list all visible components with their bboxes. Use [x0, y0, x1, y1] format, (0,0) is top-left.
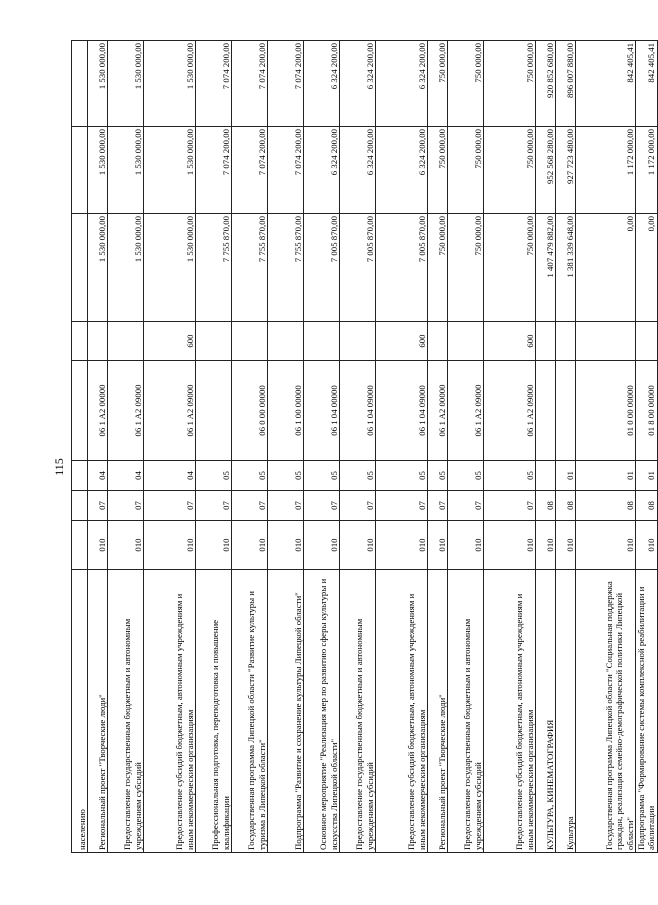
row-label: Предоставление государственным бюджетным и автономным учреждениям субсидий [340, 570, 376, 853]
expense-type: 600 [144, 322, 196, 361]
table-row [448, 41, 484, 853]
ministry-code: 010 [556, 521, 576, 570]
expense-type [232, 322, 268, 361]
section-code: 07 [232, 491, 268, 521]
subsection-code: 05 [376, 461, 428, 491]
amount-year-3: 1 530 000,00 [144, 41, 196, 127]
ministry-code: 010 [376, 521, 428, 570]
amount-year-3: 1 530 000,00 [88, 41, 108, 127]
amount-year-3: 7 074 200,00 [232, 41, 268, 127]
target-article: 06 1 A2 09000 [108, 361, 144, 461]
amount-year-2: 952 568 280,00 [536, 127, 556, 214]
target-article: 06 0 00 00000 [232, 361, 268, 461]
expense-type [448, 322, 484, 361]
section-code: 07 [428, 491, 448, 521]
row-label: Подпрограмма "Формирование системы комплексной реабилитации и абилитации [636, 570, 658, 853]
ministry-code: 010 [108, 521, 144, 570]
amount-year-1: 1 530 000,00 [108, 214, 144, 322]
table-row [232, 41, 268, 853]
table-row [636, 41, 658, 853]
ministry-code: 010 [576, 521, 636, 570]
table-row [556, 41, 576, 853]
budget-table-rotated [71, 41, 657, 853]
amount-year-3: 6 324 200,00 [376, 41, 428, 127]
table-row [268, 41, 304, 853]
section-code: 08 [576, 491, 636, 521]
subsection-code: 05 [448, 461, 484, 491]
amount-year-1: 750 000,00 [484, 214, 536, 322]
target-article: 06 1 00 00000 [268, 361, 304, 461]
ministry-code: 010 [484, 521, 536, 570]
table-row [144, 41, 196, 853]
expense-type [428, 322, 448, 361]
target-article: 06 1 A2 09000 [144, 361, 196, 461]
expense-type [108, 322, 144, 361]
subsection-code: 05 [428, 461, 448, 491]
table-row [340, 41, 376, 853]
target-article: 06 1 A2 00000 [428, 361, 448, 461]
amount-year-3: 750 000,00 [428, 41, 448, 127]
row-label: Предоставление государственным бюджетным и автономным учреждениям субсидий [108, 570, 144, 853]
amount-year-2: 6 324 200,00 [376, 127, 428, 214]
subsection-code [536, 461, 556, 491]
amount-year-2: 6 324 200,00 [304, 127, 340, 214]
target-article [536, 361, 556, 461]
amount-year-1: 7 755 870,00 [232, 214, 268, 322]
section-code: 08 [636, 491, 658, 521]
section-code: 07 [376, 491, 428, 521]
amount-year-1: 0,00 [636, 214, 658, 322]
row-label: Предоставление государственным бюджетным и автономным учреждениям субсидий [448, 570, 484, 853]
page-number: 115 [52, 458, 66, 476]
subsection-code: 05 [304, 461, 340, 491]
expense-type [72, 322, 88, 361]
amount-year-3: 842 405,41 [636, 41, 658, 127]
ministry-code: 010 [196, 521, 232, 570]
amount-year-3: 842 405,41 [576, 41, 636, 127]
ministry-code: 010 [636, 521, 658, 570]
target-article: 01 0 00 00000 [576, 361, 636, 461]
table-row [376, 41, 428, 853]
table-row [304, 41, 340, 853]
amount-year-3: 6 324 200,00 [340, 41, 376, 127]
ministry-code: 010 [340, 521, 376, 570]
amount-year-3 [72, 41, 88, 127]
target-article: 06 1 04 09000 [340, 361, 376, 461]
subsection-code: 05 [232, 461, 268, 491]
subsection-code: 04 [144, 461, 196, 491]
section-code: 07 [144, 491, 196, 521]
row-label: Региональный проект "Творческие люди" [428, 570, 448, 853]
section-code: 07 [448, 491, 484, 521]
ministry-code: 010 [448, 521, 484, 570]
amount-year-2: 1 530 000,00 [108, 127, 144, 214]
subsection-code: 05 [196, 461, 232, 491]
subsection-code: 05 [268, 461, 304, 491]
amount-year-2: 750 000,00 [428, 127, 448, 214]
amount-year-2: 750 000,00 [484, 127, 536, 214]
target-article: 06 1 A2 09000 [484, 361, 536, 461]
target-article [72, 361, 88, 461]
target-article: 06 1 04 00000 [304, 361, 340, 461]
amount-year-3: 7 074 200,00 [268, 41, 304, 127]
table-row [428, 41, 448, 853]
row-label: Предоставление субсидий бюджетным, автономным учреждениям и иным некоммерческим организациям [144, 570, 196, 853]
amount-year-1: 750 000,00 [428, 214, 448, 322]
ministry-code: 010 [88, 521, 108, 570]
amount-year-2: 1 172 000,00 [576, 127, 636, 214]
row-label: Региональный проект "Творческие люди" [88, 570, 108, 853]
ministry-code: 010 [536, 521, 556, 570]
row-label: КУЛЬТУРА, КИНЕМАТОГРАФИЯ [536, 570, 556, 853]
amount-year-1: 0,00 [576, 214, 636, 322]
section-code: 08 [536, 491, 556, 521]
amount-year-1: 7 005 870,00 [376, 214, 428, 322]
expense-type: 600 [376, 322, 428, 361]
section-code: 08 [556, 491, 576, 521]
amount-year-2: 750 000,00 [448, 127, 484, 214]
table-row [576, 41, 636, 853]
expense-type [536, 322, 556, 361]
ministry-code: 010 [428, 521, 448, 570]
amount-year-3: 750 000,00 [448, 41, 484, 127]
amount-year-1: 750 000,00 [448, 214, 484, 322]
amount-year-1: 7 005 870,00 [304, 214, 340, 322]
expense-type: 600 [484, 322, 536, 361]
section-code: 07 [340, 491, 376, 521]
expense-type [636, 322, 658, 361]
subsection-code: 05 [484, 461, 536, 491]
expense-type [576, 322, 636, 361]
row-label: Основное мероприятие "Реализация мер по развитию сферы культуры и искусства Липецкой области" [304, 570, 340, 853]
subsection-code: 01 [556, 461, 576, 491]
row-label: Культура [556, 570, 576, 853]
amount-year-1: 7 005 870,00 [340, 214, 376, 322]
section-code: 07 [196, 491, 232, 521]
expense-type [304, 322, 340, 361]
subsection-code: 01 [636, 461, 658, 491]
amount-year-1: 1 407 479 882,00 [536, 214, 556, 322]
table-row [72, 41, 88, 853]
amount-year-2: 1 530 000,00 [88, 127, 108, 214]
expense-type [340, 322, 376, 361]
row-label: Предоставление субсидий бюджетным, автономным учреждениям и иным некоммерческим организациям [376, 570, 428, 853]
row-label: Государственная программа Липецкой области "Развитие культуры и туризма в Липецкой области" [232, 570, 268, 853]
section-code [72, 491, 88, 521]
row-label: населению [72, 570, 88, 853]
amount-year-3: 7 074 200,00 [196, 41, 232, 127]
budget-table [71, 40, 658, 853]
subsection-code: 05 [340, 461, 376, 491]
amount-year-1: 1 381 339 648,00 [556, 214, 576, 322]
amount-year-1: 1 530 000,00 [144, 214, 196, 322]
expense-type [88, 322, 108, 361]
table-row [88, 41, 108, 853]
section-code: 07 [304, 491, 340, 521]
target-article: 06 1 A2 00000 [88, 361, 108, 461]
amount-year-2: 6 324 200,00 [340, 127, 376, 214]
amount-year-3: 920 852 680,00 [536, 41, 556, 127]
amount-year-2: 7 074 200,00 [196, 127, 232, 214]
row-label: Подпрограмма "Развитие и сохранение культуры Липецкой области" [268, 570, 304, 853]
target-article: 06 1 04 09000 [376, 361, 428, 461]
amount-year-2: 7 074 200,00 [232, 127, 268, 214]
target-article: 01 8 00 00000 [636, 361, 658, 461]
amount-year-3: 6 324 200,00 [304, 41, 340, 127]
amount-year-2: 927 723 480,00 [556, 127, 576, 214]
expense-type [196, 322, 232, 361]
table-row [108, 41, 144, 853]
ministry-code [72, 521, 88, 570]
row-label: Предоставление субсидий бюджетным, автономным учреждениям и иным некоммерческим организациям [484, 570, 536, 853]
budget-table-body [72, 41, 658, 853]
ministry-code: 010 [232, 521, 268, 570]
amount-year-1 [72, 214, 88, 322]
expense-type [556, 322, 576, 361]
ministry-code: 010 [268, 521, 304, 570]
amount-year-3: 896 007 880,00 [556, 41, 576, 127]
section-code: 07 [88, 491, 108, 521]
subsection-code: 01 [576, 461, 636, 491]
amount-year-1: 7 755 870,00 [196, 214, 232, 322]
amount-year-1: 1 530 000,00 [88, 214, 108, 322]
section-code: 07 [484, 491, 536, 521]
subsection-code [72, 461, 88, 491]
row-label: Профессиональная подготовка, переподготовка и повышение квалификации [196, 570, 232, 853]
subsection-code: 04 [88, 461, 108, 491]
section-code: 07 [268, 491, 304, 521]
table-row [484, 41, 536, 853]
table-row [196, 41, 232, 853]
amount-year-1: 7 755 870,00 [268, 214, 304, 322]
ministry-code: 010 [304, 521, 340, 570]
amount-year-2 [72, 127, 88, 214]
amount-year-2: 7 074 200,00 [268, 127, 304, 214]
table-row [536, 41, 556, 853]
target-article [556, 361, 576, 461]
amount-year-3: 1 530 000,00 [108, 41, 144, 127]
subsection-code: 04 [108, 461, 144, 491]
expense-type [268, 322, 304, 361]
amount-year-3: 750 000,00 [484, 41, 536, 127]
ministry-code: 010 [144, 521, 196, 570]
target-article: 06 1 A2 09000 [448, 361, 484, 461]
amount-year-2: 1 172 000,00 [636, 127, 658, 214]
target-article [196, 361, 232, 461]
row-label: Государственная программа Липецкой области "Социальная поддержка граждан, реализация семейно-демографической политики Липецкой области" [576, 570, 636, 853]
section-code: 07 [108, 491, 144, 521]
amount-year-2: 1 530 000,00 [144, 127, 196, 214]
